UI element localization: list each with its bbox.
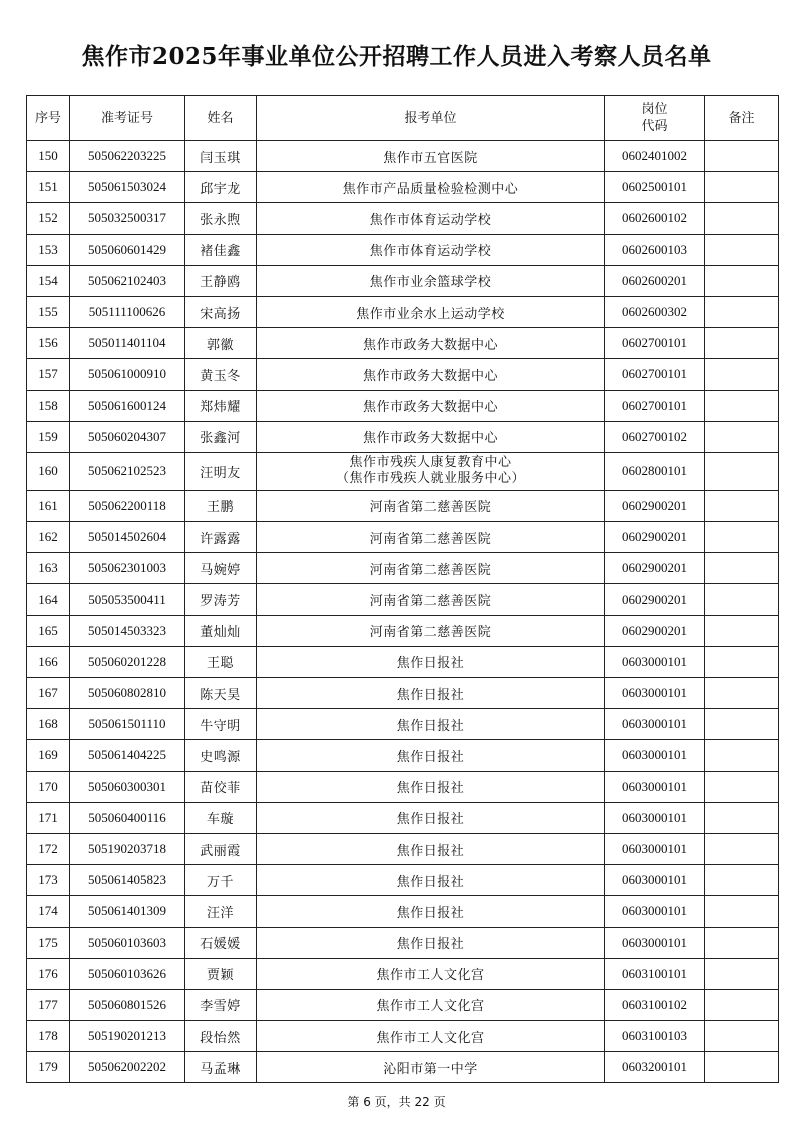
cell-unit: 河南省第二慈善医院	[257, 584, 605, 615]
cell-exam-id: 505062301003	[70, 553, 185, 584]
header-name: 姓名	[185, 96, 257, 141]
cell-exam-id: 505060802810	[70, 678, 185, 709]
cell-remark	[705, 740, 779, 771]
cell-remark	[705, 802, 779, 833]
cell-name: 郑炜耀	[185, 390, 257, 421]
cell-post-code: 0602900201	[605, 553, 705, 584]
cell-exam-id: 505062102523	[70, 452, 185, 490]
cell-exam-id: 505061501110	[70, 709, 185, 740]
cell-name: 郭徽	[185, 328, 257, 359]
cell-unit: 焦作日报社	[257, 678, 605, 709]
cell-unit: 焦作日报社	[257, 833, 605, 864]
cell-seq: 176	[27, 958, 70, 989]
cell-exam-id: 505060103603	[70, 927, 185, 958]
table-row	[27, 390, 779, 421]
cell-name: 宋高扬	[185, 296, 257, 327]
cell-remark	[705, 203, 779, 234]
cell-seq: 155	[27, 296, 70, 327]
cell-name: 马孟琳	[185, 1052, 257, 1083]
cell-post-code: 0602900201	[605, 522, 705, 553]
cell-post-code: 0602900201	[605, 584, 705, 615]
cell-name: 贾颖	[185, 958, 257, 989]
cell-unit: 焦作市政务大数据中心	[257, 421, 605, 452]
table-row	[27, 265, 779, 296]
table-row	[27, 927, 779, 958]
header-remark: 备注	[705, 96, 779, 141]
cell-name: 董灿灿	[185, 615, 257, 646]
cell-post-code: 0602500101	[605, 172, 705, 203]
table-row	[27, 296, 779, 327]
page-footer: 第 6 页，共 22 页	[347, 1095, 446, 1109]
cell-name: 张永煦	[185, 203, 257, 234]
cell-name: 段怡然	[185, 1021, 257, 1052]
cell-unit	[257, 452, 605, 490]
cell-post-code: 0603000101	[605, 771, 705, 802]
cell-remark	[705, 522, 779, 553]
cell-remark	[705, 452, 779, 490]
cell-name: 车璇	[185, 802, 257, 833]
cell-seq: 166	[27, 646, 70, 677]
cell-seq: 167	[27, 678, 70, 709]
candidate-table	[26, 95, 779, 1083]
cell-seq: 161	[27, 490, 70, 521]
cell-unit: 焦作市工人文化宫	[257, 958, 605, 989]
cell-unit: 焦作日报社	[257, 865, 605, 896]
cell-unit: 焦作市政务大数据中心	[257, 359, 605, 390]
table-row	[27, 359, 779, 390]
cell-remark	[705, 615, 779, 646]
cell-seq: 175	[27, 927, 70, 958]
cell-unit: 焦作市工人文化宫	[257, 989, 605, 1020]
cell-unit: 焦作市产品质量检验检测中心	[257, 172, 605, 203]
cell-post-code: 0603000101	[605, 865, 705, 896]
cell-seq: 157	[27, 359, 70, 390]
cell-seq: 178	[27, 1021, 70, 1052]
cell-unit: 焦作日报社	[257, 646, 605, 677]
cell-exam-id: 505060103626	[70, 958, 185, 989]
cell-name: 万千	[185, 865, 257, 896]
cell-post-code: 0603000101	[605, 927, 705, 958]
cell-name: 石媛媛	[185, 927, 257, 958]
table-row	[27, 989, 779, 1020]
cell-post-code: 0603100102	[605, 989, 705, 1020]
cell-unit: 焦作市体育运动学校	[257, 234, 605, 265]
cell-exam-id: 505060204307	[70, 421, 185, 452]
cell-unit: 沁阳市第一中学	[257, 1052, 605, 1083]
cell-seq: 156	[27, 328, 70, 359]
cell-seq: 158	[27, 390, 70, 421]
table-row	[27, 1052, 779, 1083]
cell-post-code: 0603000101	[605, 646, 705, 677]
table-row	[27, 709, 779, 740]
cell-unit: 焦作日报社	[257, 896, 605, 927]
cell-exam-id: 505062203225	[70, 141, 185, 172]
header-post-code-line2: 代码	[641, 119, 668, 134]
cell-name: 汪明友	[185, 452, 257, 490]
header-post-code	[605, 96, 705, 141]
cell-exam-id: 505061404225	[70, 740, 185, 771]
cell-remark	[705, 989, 779, 1020]
cell-post-code: 0602900201	[605, 615, 705, 646]
header-unit: 报考单位	[257, 96, 605, 141]
cell-exam-id: 505014502604	[70, 522, 185, 553]
cell-post-code: 0603100103	[605, 1021, 705, 1052]
cell-seq: 154	[27, 265, 70, 296]
cell-unit-line1: 焦作市残疾人康复教育中心	[349, 455, 512, 471]
table-row	[27, 771, 779, 802]
cell-post-code: 0602700102	[605, 421, 705, 452]
table-row	[27, 522, 779, 553]
cell-post-code: 0603000101	[605, 896, 705, 927]
cell-unit: 焦作日报社	[257, 927, 605, 958]
table-row	[27, 584, 779, 615]
cell-remark	[705, 234, 779, 265]
cell-remark	[705, 328, 779, 359]
cell-unit: 焦作市体育运动学校	[257, 203, 605, 234]
cell-unit: 焦作市业余篮球学校	[257, 265, 605, 296]
cell-post-code: 0602700101	[605, 359, 705, 390]
cell-remark	[705, 678, 779, 709]
cell-seq: 151	[27, 172, 70, 203]
cell-name: 闫玉琪	[185, 141, 257, 172]
cell-name: 黄玉冬	[185, 359, 257, 390]
cell-unit: 河南省第二慈善医院	[257, 615, 605, 646]
cell-seq: 153	[27, 234, 70, 265]
table-row	[27, 203, 779, 234]
cell-exam-id: 505062200118	[70, 490, 185, 521]
cell-exam-id: 505111100626	[70, 296, 185, 327]
cell-unit: 焦作市五官医院	[257, 141, 605, 172]
table-row	[27, 646, 779, 677]
cell-remark	[705, 584, 779, 615]
cell-remark	[705, 833, 779, 864]
table-row	[27, 896, 779, 927]
cell-remark	[705, 865, 779, 896]
cell-remark	[705, 390, 779, 421]
cell-remark	[705, 1021, 779, 1052]
table-row	[27, 490, 779, 521]
page-title: 焦作市2025年事业单位公开招聘工作人员进入考察人员名单	[81, 43, 712, 70]
cell-post-code: 0603100101	[605, 958, 705, 989]
cell-remark	[705, 709, 779, 740]
cell-post-code: 0603000101	[605, 802, 705, 833]
table-row	[27, 328, 779, 359]
cell-remark	[705, 927, 779, 958]
cell-name: 牛守明	[185, 709, 257, 740]
cell-exam-id: 505061405823	[70, 865, 185, 896]
cell-remark	[705, 141, 779, 172]
cell-seq: 177	[27, 989, 70, 1020]
cell-remark	[705, 771, 779, 802]
cell-unit: 焦作市工人文化宫	[257, 1021, 605, 1052]
cell-post-code: 0602900201	[605, 490, 705, 521]
cell-post-code: 0602600102	[605, 203, 705, 234]
table-header-row	[27, 96, 779, 141]
cell-exam-id: 505062002202	[70, 1052, 185, 1083]
cell-post-code: 0602401002	[605, 141, 705, 172]
cell-seq: 173	[27, 865, 70, 896]
cell-unit: 焦作市政务大数据中心	[257, 328, 605, 359]
cell-exam-id: 505060601429	[70, 234, 185, 265]
cell-name: 王聪	[185, 646, 257, 677]
cell-exam-id: 505061600124	[70, 390, 185, 421]
table-row	[27, 172, 779, 203]
cell-exam-id: 505190201213	[70, 1021, 185, 1052]
cell-seq: 152	[27, 203, 70, 234]
table-row	[27, 802, 779, 833]
table-row	[27, 740, 779, 771]
cell-seq: 174	[27, 896, 70, 927]
cell-unit: 焦作日报社	[257, 740, 605, 771]
table-body	[27, 141, 779, 1083]
cell-unit: 焦作日报社	[257, 802, 605, 833]
cell-remark	[705, 490, 779, 521]
table-row	[27, 421, 779, 452]
cell-seq: 171	[27, 802, 70, 833]
cell-name: 王静鸥	[185, 265, 257, 296]
cell-post-code: 0602600302	[605, 296, 705, 327]
cell-name: 李雪婷	[185, 989, 257, 1020]
cell-name: 陈天昊	[185, 678, 257, 709]
cell-name: 罗涛芳	[185, 584, 257, 615]
cell-remark	[705, 646, 779, 677]
cell-unit: 河南省第二慈善医院	[257, 522, 605, 553]
cell-post-code: 0602600103	[605, 234, 705, 265]
cell-name: 王鹏	[185, 490, 257, 521]
cell-exam-id: 505062102403	[70, 265, 185, 296]
cell-unit: 河南省第二慈善医院	[257, 553, 605, 584]
cell-name: 史鸣源	[185, 740, 257, 771]
cell-seq: 164	[27, 584, 70, 615]
cell-post-code: 0602700101	[605, 328, 705, 359]
cell-name: 武丽霞	[185, 833, 257, 864]
table-row	[27, 1021, 779, 1052]
cell-seq: 160	[27, 452, 70, 490]
cell-seq: 150	[27, 141, 70, 172]
cell-exam-id: 505011401104	[70, 328, 185, 359]
table-row	[27, 141, 779, 172]
cell-exam-id: 505061000910	[70, 359, 185, 390]
cell-exam-id: 505014503323	[70, 615, 185, 646]
cell-name: 褚佳鑫	[185, 234, 257, 265]
cell-exam-id: 505060801526	[70, 989, 185, 1020]
cell-seq: 169	[27, 740, 70, 771]
table-row	[27, 615, 779, 646]
cell-post-code: 0602600201	[605, 265, 705, 296]
cell-seq: 179	[27, 1052, 70, 1083]
cell-exam-id: 505061401309	[70, 896, 185, 927]
cell-remark	[705, 958, 779, 989]
cell-seq: 162	[27, 522, 70, 553]
cell-unit-line2: （焦作市残疾人就业服务中心）	[335, 471, 525, 487]
table-row	[27, 678, 779, 709]
table-row	[27, 865, 779, 896]
header-seq: 序号	[27, 96, 70, 141]
cell-seq: 168	[27, 709, 70, 740]
cell-seq: 170	[27, 771, 70, 802]
cell-exam-id: 505032500317	[70, 203, 185, 234]
cell-seq: 159	[27, 421, 70, 452]
cell-remark	[705, 896, 779, 927]
cell-post-code: 0603000101	[605, 709, 705, 740]
cell-remark	[705, 359, 779, 390]
cell-name: 邱宇龙	[185, 172, 257, 203]
cell-unit: 焦作日报社	[257, 709, 605, 740]
cell-exam-id: 505060300301	[70, 771, 185, 802]
cell-post-code: 0603000101	[605, 740, 705, 771]
cell-remark	[705, 421, 779, 452]
table-row	[27, 958, 779, 989]
cell-post-code: 0602700101	[605, 390, 705, 421]
cell-exam-id: 505053500411	[70, 584, 185, 615]
cell-exam-id: 505060400116	[70, 802, 185, 833]
cell-name: 马婉婷	[185, 553, 257, 584]
cell-name: 张鑫河	[185, 421, 257, 452]
cell-seq: 172	[27, 833, 70, 864]
cell-exam-id: 505190203718	[70, 833, 185, 864]
table-row	[27, 833, 779, 864]
cell-remark	[705, 1052, 779, 1083]
cell-remark	[705, 553, 779, 584]
cell-remark	[705, 172, 779, 203]
cell-remark	[705, 265, 779, 296]
table-row	[27, 234, 779, 265]
header-post-code-line1: 岗位	[641, 102, 668, 117]
cell-unit: 焦作日报社	[257, 771, 605, 802]
cell-exam-id: 505060201228	[70, 646, 185, 677]
cell-remark	[705, 296, 779, 327]
cell-seq: 165	[27, 615, 70, 646]
cell-unit: 河南省第二慈善医院	[257, 490, 605, 521]
cell-seq: 163	[27, 553, 70, 584]
table-row	[27, 452, 779, 490]
cell-post-code: 0603000101	[605, 678, 705, 709]
cell-post-code: 0602800101	[605, 452, 705, 490]
cell-post-code: 0603200101	[605, 1052, 705, 1083]
cell-unit: 焦作市政务大数据中心	[257, 390, 605, 421]
cell-name: 许露露	[185, 522, 257, 553]
table-row	[27, 553, 779, 584]
cell-name: 汪洋	[185, 896, 257, 927]
cell-exam-id: 505061503024	[70, 172, 185, 203]
cell-name: 苗佼菲	[185, 771, 257, 802]
cell-post-code: 0603000101	[605, 833, 705, 864]
header-exam-id: 准考证号	[70, 96, 185, 141]
cell-unit: 焦作市业余水上运动学校	[257, 296, 605, 327]
